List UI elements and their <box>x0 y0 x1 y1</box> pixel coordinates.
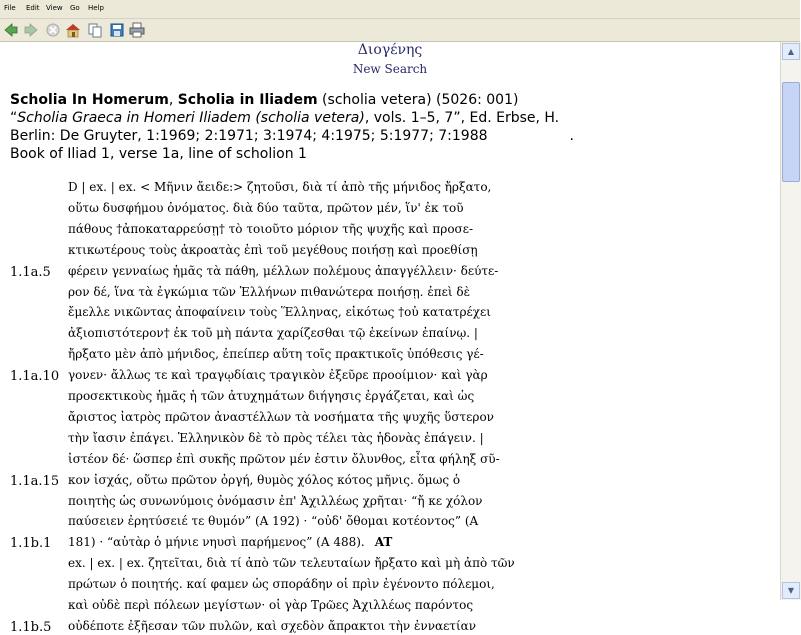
scholion-line: παύσειεν ἐρητύσειέ τε θυμόν” (Α 192) · “οὐδ' ὄθομαι κοτέοντος” (Α <box>68 514 479 529</box>
scholion-line: πρώτων ὁ ποιητής. καί φαμεν ὡς σποράδην οἱ πρὶν ἐγένοντο πόλεμοι, <box>68 577 495 592</box>
menu-go[interactable]: Go <box>70 4 80 12</box>
save-button[interactable] <box>108 21 126 39</box>
copy-button[interactable] <box>86 21 104 39</box>
scholion-line: καὶ οὐδὲ περὶ πόλεων μεγίστων· οἱ γὰρ Τρῶες Ἀχιλλέως παρόντος <box>68 598 474 612</box>
save-icon <box>109 22 125 38</box>
copy-icon <box>87 22 103 38</box>
scholion-line: ποιητὴς ὡς συνωνύμοις ὀνόμασιν ἐπ' Ἀχιλλέως χρῆται· “ἤ κε χόλον <box>68 493 483 508</box>
citation-line-3: Berlin: De Gruyter, 1:1969; 2:1971; 3:1974; 4:1975; 5:1977; 7:1988 . <box>10 128 574 144</box>
back-icon <box>3 22 19 38</box>
citation-work-tail: (scholia vetera) (5026: 001) <box>317 92 519 108</box>
menu-file[interactable]: File <box>4 4 16 12</box>
line-number: 1.1a.5 <box>10 264 51 280</box>
scholion-line: ἤρξατο μὲν ἀπὸ μήνιδος, ἐπείπερ αὕτη τοῖς πρακτικοῖς ὑπόθεσις γέ- <box>68 347 484 362</box>
citation-work: Scholia in Iliadem <box>177 92 318 108</box>
stop-icon <box>45 22 61 38</box>
forward-button[interactable] <box>22 21 40 39</box>
scholion-line: 181) · “αὐτὰρ ὁ μήνιε νηυσὶ παρήμενος” (Α 488). AT <box>68 535 393 550</box>
back-button[interactable] <box>2 21 20 39</box>
manuscript-siglum: AT <box>374 535 393 550</box>
scholion-line: πάθους †ἀποκαταρρεύσῃ† τὸ τοιοῦτο μόριον τῆς ψυχῆς καὶ προσε- <box>68 221 474 236</box>
scholion-line: φέρειν γενναίως ἡμᾶς τὰ πάθη, μέλλων πολέμους ἀπαγγέλλειν· δεύτε- <box>68 263 499 278</box>
vertical-scrollbar[interactable] <box>780 42 801 600</box>
print-icon <box>129 22 145 38</box>
scholion-line: οὕτω δυσφήμου ὀνόματος. διὰ δύο ταῦτα, πρῶτον μέν, ἵν' ἐκ τοῦ <box>68 200 464 215</box>
menu-view[interactable]: View <box>46 4 63 12</box>
menu-help[interactable]: Help <box>88 4 104 12</box>
scholion-line: προσεκτικοὺς ἡμᾶς ἡ τῶν ἀτυχημάτων διήγησις ἐργάζεται, καὶ ὡς <box>68 389 475 403</box>
citation-edition-title: Scholia Graeca in Homeri Iliadem (scholia vetera) <box>17 110 365 126</box>
print-button[interactable] <box>128 21 146 39</box>
forward-icon <box>23 22 39 38</box>
line-number: 1.1b.5 <box>10 619 52 635</box>
new-search-link[interactable]: New Search <box>352 62 428 76</box>
scholion-line: τὴν ἴασιν ἐπάγει. Ἑλληνικὸν δὲ τὸ πρὸς τέλει τὰς ἡδονὰς ἐπάγειν. | <box>68 430 484 445</box>
scroll-down-button[interactable] <box>782 582 800 599</box>
arrow-up-icon: ▲ <box>787 47 795 56</box>
scholion-line: ἄριστος ἰατρὸς πρῶτον ἀναστέλλων τὰ νοσήματα τῆς ψυχῆς ὕστερον <box>68 409 494 424</box>
stop-button[interactable] <box>44 21 62 39</box>
home-icon <box>65 22 81 38</box>
arrow-down-icon: ▼ <box>787 586 795 595</box>
scholion-line: ex. | ex. | ex. ζητεῖται, διὰ τί ἀπὸ τῶν τελευταίων ἤρξατο καὶ μὴ ἀπὸ τῶν <box>68 556 515 571</box>
citation-line-2: “Scholia Graeca in Homeri Iliadem (scholia vetera), vols. 1–5, 7”, Ed. Erbse, H. <box>10 110 560 126</box>
scholion-line: ρον δέ, ἵνα τὰ ἐγκώμια τῶν Ἑλλήνων πιθανώτερα ποιήσῃ. ἐπεὶ δὲ <box>68 284 471 299</box>
menu-bar <box>0 0 800 19</box>
scholion-line: ἔμελλε νικῶντας ἀποφαίνειν τοὺς Ἕλληνας, εἰκότως †οὐ κατατρέχει <box>68 305 491 320</box>
menu-edit[interactable]: Edit <box>26 4 40 12</box>
home-button[interactable] <box>64 21 82 39</box>
scholion-line: κον ἰσχάς, οὕτω πρῶτον ὀργή, θυμὸς χόλος κότος μῆνις. ὅμως ὁ <box>68 472 461 487</box>
citation-edition-rest: , vols. 1–5, 7”, Ed. Erbse, H. <box>364 110 560 126</box>
line-number: 1.1a.15 <box>10 473 60 489</box>
scholion-line: οὐδέποτε ἐξῆεσαν τῶν πυλῶν, καὶ σχεδὸν ἄπρακτοι τὴν ἐνναετίαν <box>68 618 477 633</box>
citation-line-4: Book of Iliad 1, verse 1a, line of scholion 1 <box>10 146 307 162</box>
line-number: 1.1a.10 <box>10 369 60 385</box>
citation-author: Scholia In Homerum <box>10 92 169 108</box>
scroll-thumb[interactable] <box>782 82 800 182</box>
scholion-line: γονεν· ἄλλως τε καὶ τραγῳδίαις τραγικὸν ἐξεῦρε προοίμιον· καὶ γὰρ <box>68 368 488 383</box>
site-title: Διογένης <box>357 42 423 58</box>
scholion-line: κτικωτέρους τοὺς ἀκροατὰς ἐπὶ τοῦ μεγέθους ποιήσῃ καὶ προεθίσῃ <box>68 242 478 257</box>
scroll-up-button[interactable] <box>782 43 800 60</box>
citation-line-1: Scholia In Homerum, Scholia in Iliadem (scholia vetera) (5026: 001) <box>10 92 519 108</box>
scholion-line: ἰστέον δέ· ὥσπερ ἐπὶ συκῆς πρῶτον μέν ἐστιν ὄλυνθος, εἶτα φήληξ σῦ- <box>68 451 500 466</box>
document-view <box>0 42 780 635</box>
citation-publisher: Berlin: De Gruyter, 1:1969; 2:1971; 3:1974; 4:1975; 5:1977; 7:1988 <box>10 128 488 144</box>
scholion-line: ἀξιοπιστότερον† ἐκ τοῦ μὴ πάντα χαρίζεσθαι τῷ ἐκείνων ἐπαίνῳ. | <box>68 326 478 341</box>
toolbar <box>0 19 800 42</box>
line-number: 1.1b.1 <box>10 536 52 552</box>
scholion-line: D | ex. | ex. < Μῆνιν ἄειδε:> ζητοῦσι, διὰ τί ἀπὸ τῆς μήνιδος ἤρξατο, <box>68 180 492 194</box>
